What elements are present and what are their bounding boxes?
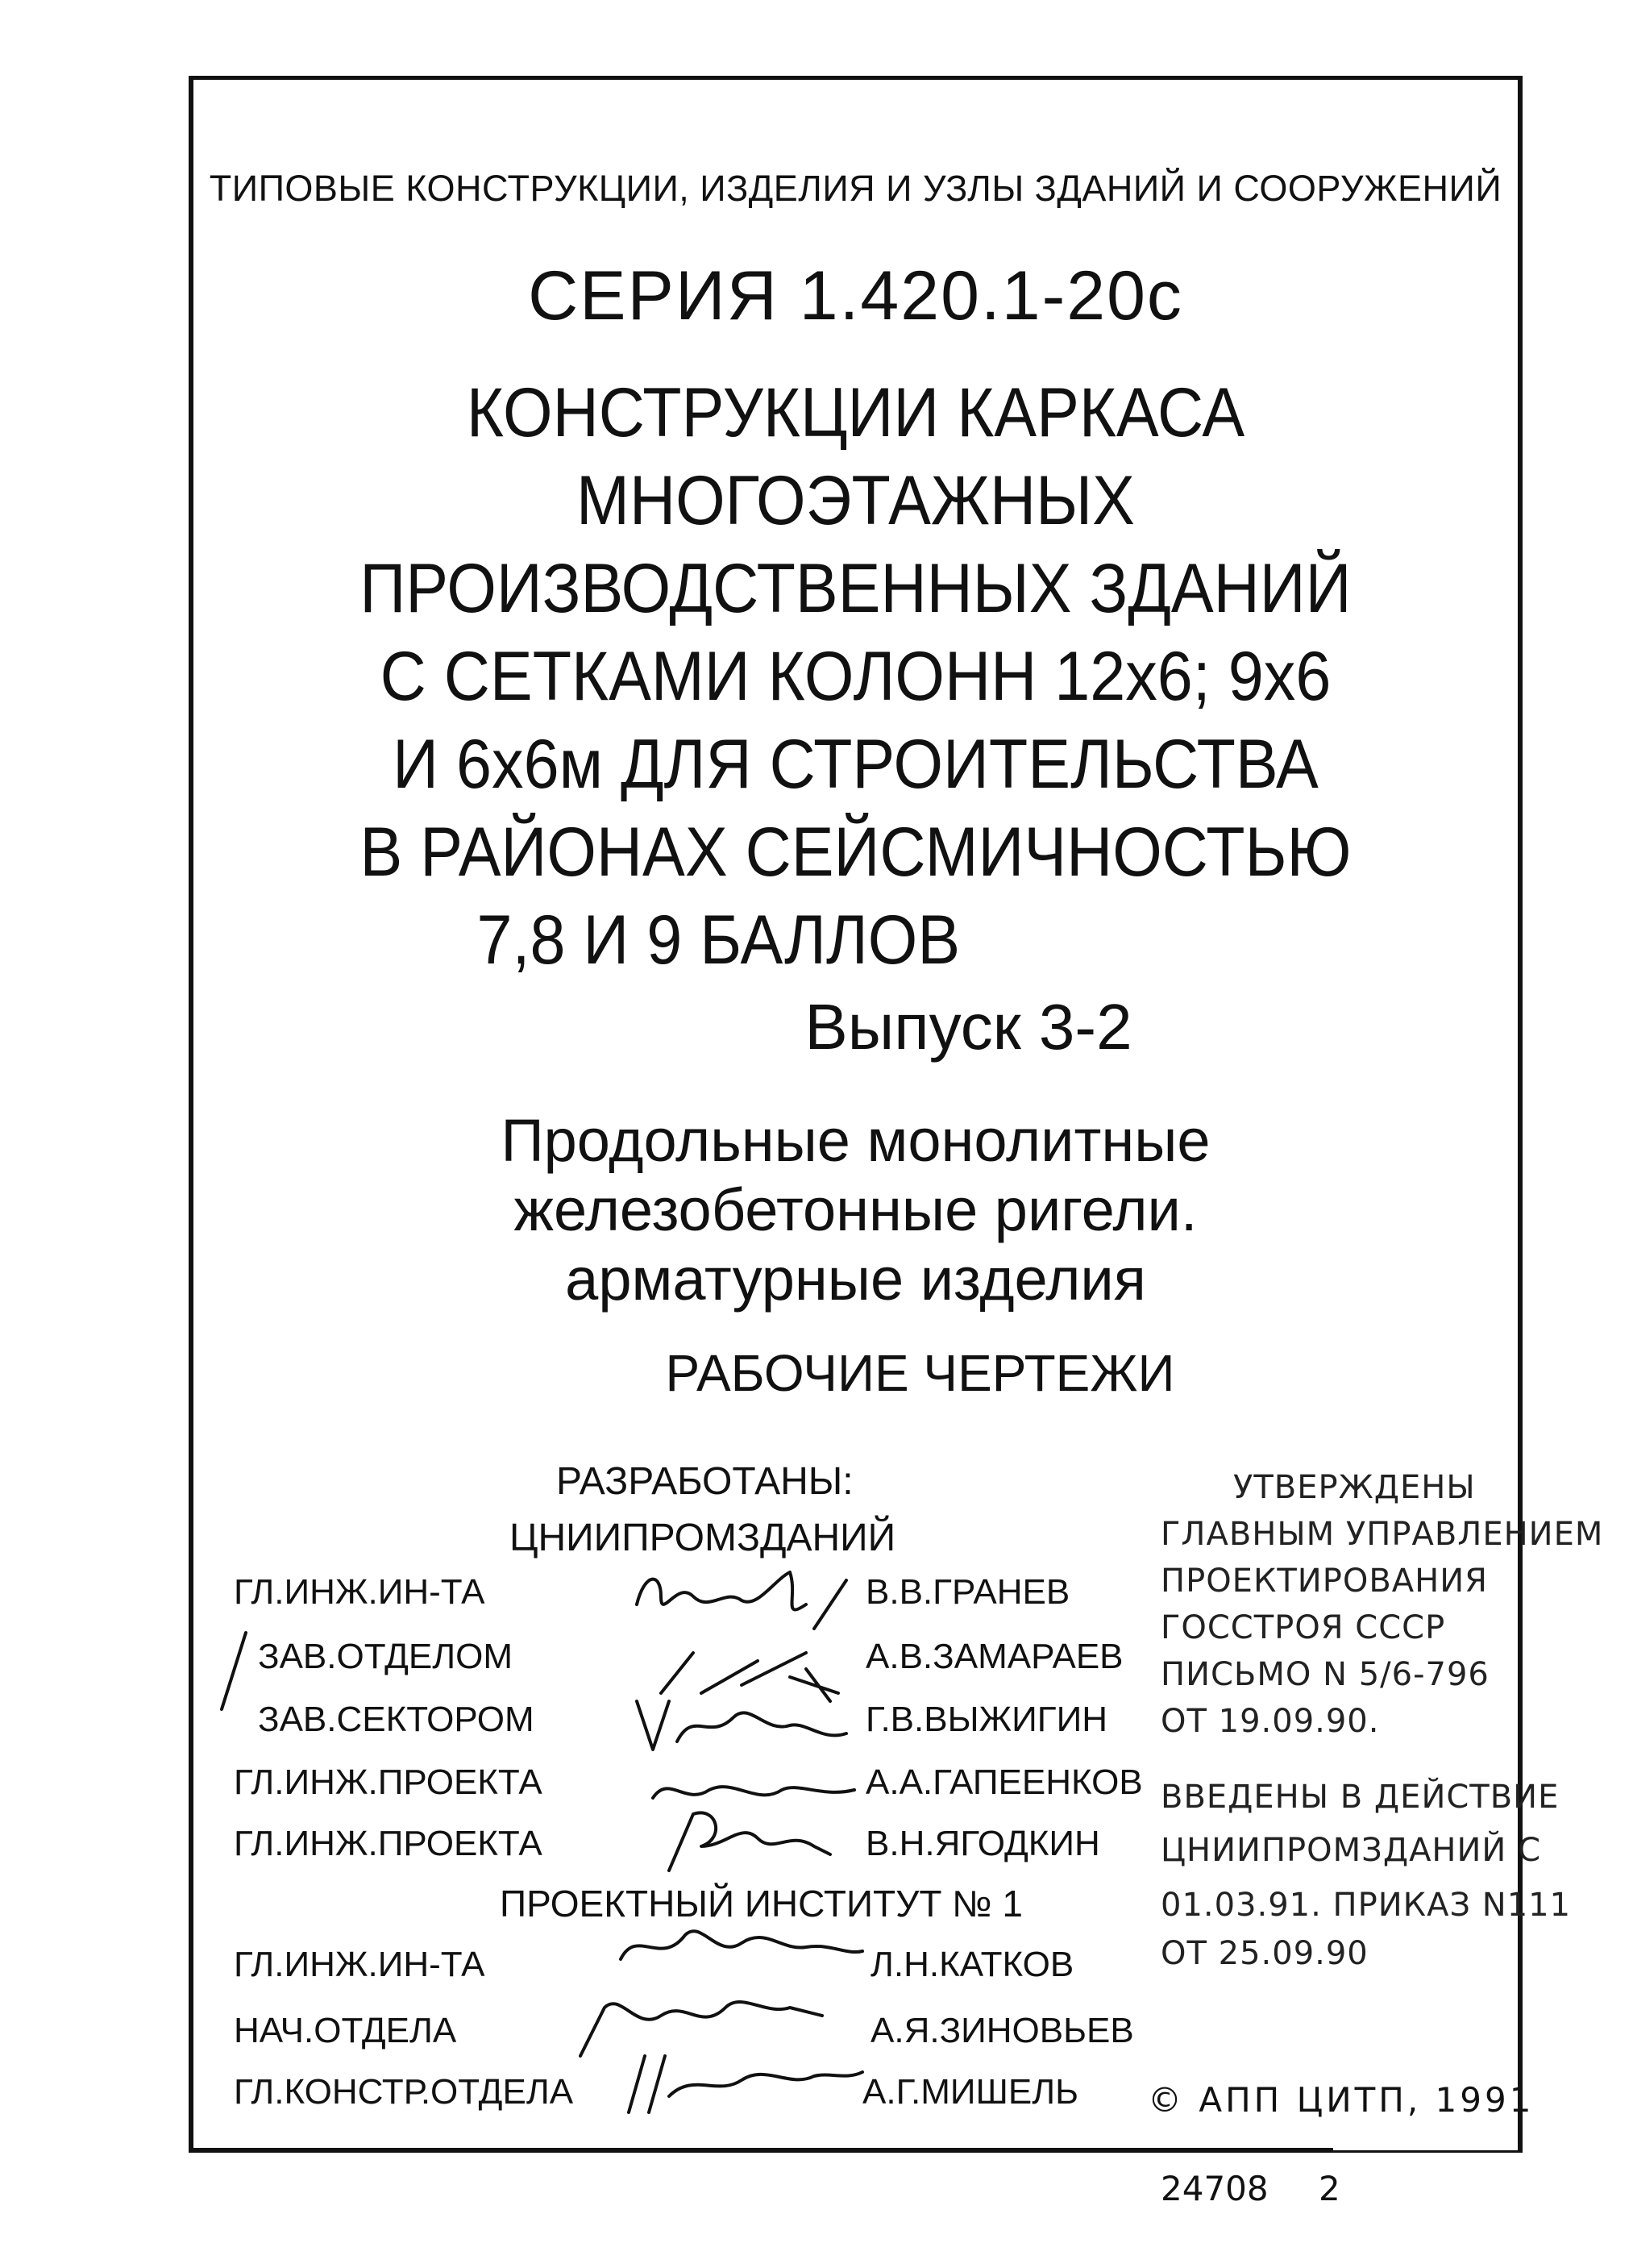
approval-line: ЦНИИПРОМЗДАНИЙ С <box>1161 1832 1541 1869</box>
staff-role: ЗАВ.СЕКТОРОМ <box>258 1700 534 1739</box>
staff-role: ЗАВ.ОТДЕЛОМ <box>258 1637 513 1676</box>
signature-5 <box>653 1806 838 1879</box>
staff-name: Л.Н.КАТКОВ <box>871 1945 1074 1984</box>
signature-8 <box>621 2048 871 2120</box>
approval-line: УТВЕРЖДЕНЫ <box>1233 1469 1476 1506</box>
page-number: 2 <box>1319 2169 1340 2208</box>
approval-line: ГОССТРОЯ СССР <box>1161 1609 1446 1646</box>
staff-role: ГЛ.ИНЖ.ПРОЕКТА <box>234 1762 542 1802</box>
document-header: ТИПОВЫЕ КОНСТРУКЦИИ, ИЗДЕЛИЯ И УЗЛЫ ЗДАНИЙ И СООРУЖЕНИЙ <box>209 168 1502 209</box>
signature-1 <box>629 1564 854 1637</box>
title-line: МНОГОЭТАЖНЫХ <box>576 462 1135 539</box>
approval-line: ПИСЬМО N 5/6-796 <box>1161 1656 1490 1693</box>
staff-name: Г.В.ВЫЖИГИН <box>866 1700 1108 1739</box>
title-line: В РАЙОНАХ СЕЙСМИЧНОСТЬЮ <box>359 814 1352 891</box>
title-line: ПРОИЗВОДСТВЕННЫХ ЗДАНИЙ <box>359 550 1352 627</box>
bottom-rule-tail <box>1333 2150 1523 2153</box>
signature-6 <box>613 1919 871 1975</box>
approval-line: ВВЕДЕНЫ В ДЕЙСТВИЕ <box>1161 1779 1560 1816</box>
title-line: 7,8 И 9 БАЛЛОВ <box>476 901 961 979</box>
staff-name: А.В.ЗАМАРАЕВ <box>866 1637 1124 1676</box>
approval-line: 01.03.91. ПРИКАЗ N111 <box>1161 1887 1572 1924</box>
staff-name: В.В.ГРАНЕВ <box>866 1572 1070 1612</box>
part-line: арматурные изделия <box>565 1246 1146 1313</box>
part-line: Продольные монолитные <box>501 1107 1211 1174</box>
document-title <box>242 369 1469 984</box>
part-title <box>189 1106 1523 1314</box>
staff-name: А.А.ГАПЕЕНКОВ <box>866 1762 1143 1802</box>
staff-role: ГЛ.ИНЖ.ИН-ТА <box>234 1945 485 1984</box>
staff-role: ГЛ.ИНЖ.ИН-ТА <box>234 1572 485 1612</box>
copyright: © АПП ЦИТП, 1991 <box>1148 2080 1535 2120</box>
title-line: И 6х6м ДЛЯ СТРОИТЕЛЬСТВА <box>393 726 1319 803</box>
series-number: СЕРИЯ 1.420.1-20с <box>528 257 1183 335</box>
bottom-rule <box>189 2148 1333 2153</box>
staff-role: ГЛ.КОНСТР.ОТДЕЛА <box>234 2072 574 2112</box>
staff-name: В.Н.ЯГОДКИН <box>866 1824 1100 1863</box>
drawings-type: РАБОЧИЕ ЧЕРТЕЖИ <box>665 1344 1175 1402</box>
margin-stroke <box>218 1629 250 1717</box>
archive-number: 24708 <box>1161 2169 1269 2208</box>
issue-number: Выпуск 3-2 <box>804 991 1132 1063</box>
title-line: КОНСТРУКЦИИ КАРКАСА <box>466 374 1245 452</box>
approval-line: ОТ 25.09.90 <box>1161 1935 1369 1972</box>
staff-role: НАЧ.ОТДЕЛА <box>234 2011 457 2050</box>
developer-org-2: ПРОЕКТНЫЙ ИНСТИТУТ № 1 <box>500 1883 1023 1925</box>
part-line: железобетонные ригели. <box>513 1176 1198 1243</box>
staff-name: А.Г.МИШЕЛЬ <box>862 2072 1078 2112</box>
signature-3 <box>629 1693 854 1758</box>
staff-role: ГЛ.ИНЖ.ПРОЕКТА <box>234 1824 542 1863</box>
developed-by-label: РАЗРАБОТАНЫ: <box>556 1460 854 1503</box>
title-line: С СЕТКАМИ КОЛОНН 12х6; 9х6 <box>380 638 1332 715</box>
staff-name: А.Я.ЗИНОВЬЕВ <box>871 2011 1134 2050</box>
approval-line: ОТ 19.09.90. <box>1161 1703 1380 1740</box>
developer-org-1: ЦНИИПРОМЗДАНИЙ <box>509 1517 896 1559</box>
approval-line: ГЛАВНЫМ УПРАВЛЕНИЕМ <box>1161 1516 1604 1553</box>
approval-line: ПРОЕКТИРОВАНИЯ <box>1161 1563 1488 1600</box>
